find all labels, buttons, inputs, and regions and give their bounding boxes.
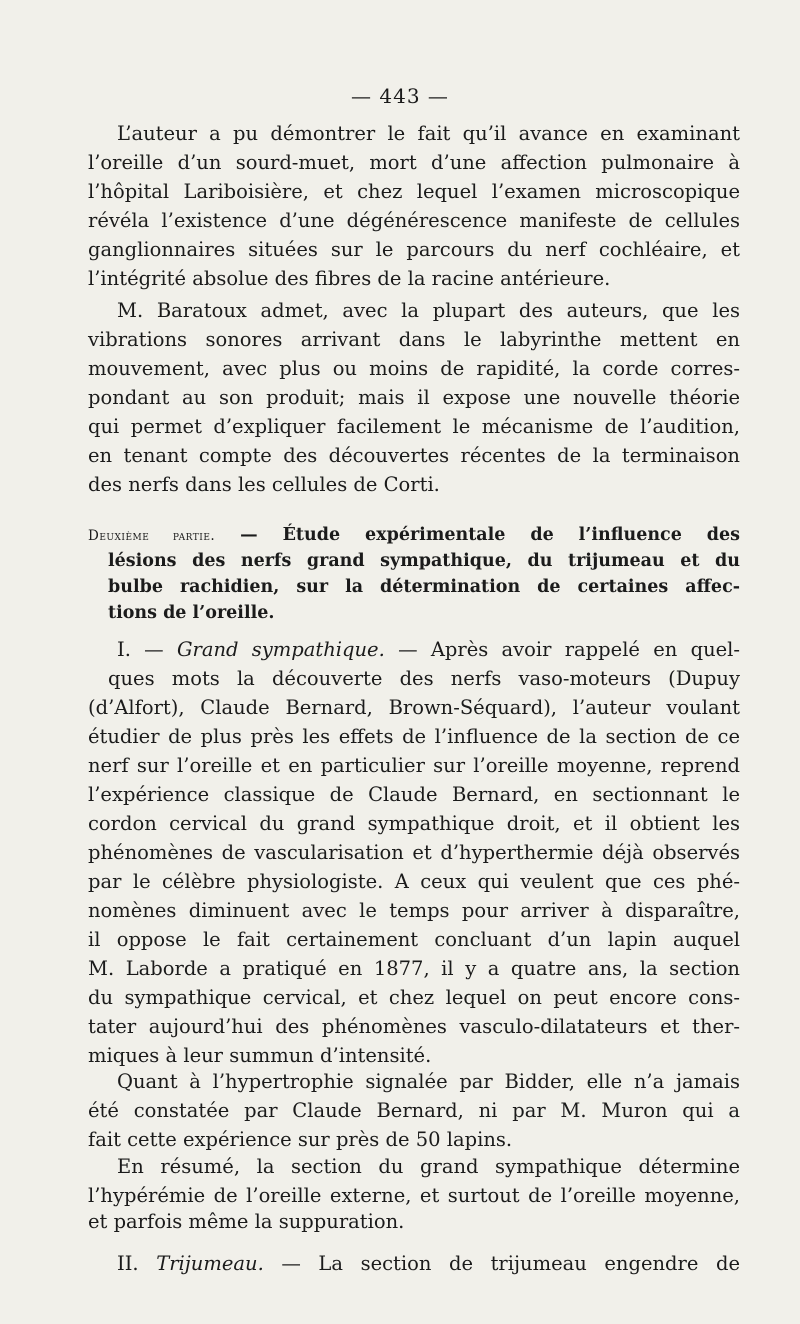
text-line: pondant au son produit; mais il expose une nouvelle théorie (88, 386, 740, 409)
text-line: l’intégrité absolue des fibres de la racine antérieure. (88, 267, 611, 290)
section-number: II. (117, 1252, 139, 1275)
text-span: — La section de trijumeau engendre de (281, 1252, 740, 1275)
text-line: (d’Alfort), Claude Bernard, Brown-Séquard), l’auteur voulant (88, 696, 740, 719)
text-line: l’expérience classique de Claude Bernard, en sectionnant le (88, 783, 740, 806)
text-line: en tenant compte des découvertes récentes de la terminaison (88, 444, 740, 467)
text-line: l’oreille d’un sourd-muet, mort d’une affection pulmonaire à (88, 151, 740, 174)
text-line: tater aujourd’hui des phénomènes vasculo-dilatateurs et ther- (88, 1015, 740, 1038)
text-line: ganglionnaires situées sur le parcours du nerf cochléaire, et (88, 238, 740, 261)
section-number: I. — (117, 638, 164, 661)
heading-line: tions de l’oreille. (108, 603, 275, 623)
text-line: fait cette expérience sur près de 50 lapins. (88, 1128, 513, 1151)
text-line: mouvement, avec plus ou moins de rapidité, la corde corres- (88, 357, 740, 380)
text-line: cordon cervical du grand sympathique droit, et il obtient les (88, 812, 740, 835)
heading-line: lésions des nerfs grand sympathique, du trijumeau et du (108, 551, 740, 571)
text-line: l’hypérémie de l’oreille externe, et surtout de l’oreille moyenne, (88, 1184, 740, 1207)
text-line: phénomènes de vascularisation et d’hyperthermie déjà observés (88, 841, 740, 864)
text-line: des nerfs dans les cellules de Corti. (88, 473, 440, 496)
text-line: du sympathique cervical, et chez lequel on peut encore cons- (88, 986, 740, 1009)
heading-line: bulbe rachidien, sur la détermination de certaines affec- (108, 577, 740, 597)
text-line (117, 1250, 740, 1278)
heading-line (88, 522, 740, 548)
text-line: Quant à l’hypertrophie signalée par Bidder, elle n’a jamais (117, 1070, 740, 1093)
heading-title: — Étude expérimentale de l’influence des (240, 525, 740, 545)
text-line: l’hôpital Lariboisière, et chez lequel l’examen microscopique (88, 180, 740, 203)
section-title: Grand sympathique. (176, 638, 385, 661)
text-line: L’auteur a pu démontrer le fait qu’il avance en examinant (117, 122, 740, 145)
text-line (117, 636, 740, 664)
text-line: par le célèbre physiologiste. A ceux qui veulent que ces phé- (88, 870, 740, 893)
text-line: M. Baratoux admet, avec la plupart des auteurs, que les (117, 299, 740, 322)
text-line: qui permet d’expliquer facilement le mécanisme de l’audition, (88, 415, 740, 438)
text-line: vibrations sonores arrivant dans le labyrinthe mettent en (88, 328, 740, 351)
text-line: En résumé, la section du grand sympathique détermine (117, 1155, 740, 1178)
text-line: et parfois même la suppuration. (88, 1210, 405, 1233)
page-number: — 443 — (351, 84, 449, 108)
text-line: nomènes diminuent avec le temps pour arriver à disparaître, (88, 899, 740, 922)
text-line: M. Laborde a pratiqué en 1877, il y a quatre ans, la section (88, 957, 740, 980)
text-line: nerf sur l’oreille et en particulier sur l’oreille moyenne, reprend (88, 754, 740, 777)
text-line: il oppose le fait certainement concluant d’un lapin auquel (88, 928, 740, 951)
text-line: étudier de plus près les effets de l’influence de la section de ce (88, 725, 740, 748)
section-title: Trijumeau. (156, 1252, 264, 1275)
text-line: été constatée par Claude Bernard, ni par M. Muron qui a (88, 1099, 740, 1122)
text-span: — Après avoir rappelé en quel- (398, 638, 740, 661)
heading-label: Deuxième partie. (88, 528, 216, 544)
text-line: ques mots la découverte des nerfs vaso-moteurs (Dupuy (108, 667, 740, 690)
text-line: miques à leur summun d’intensité. (88, 1044, 432, 1067)
text-line: révéla l’existence d’une dégénérescence manifeste de cellules (88, 209, 740, 232)
